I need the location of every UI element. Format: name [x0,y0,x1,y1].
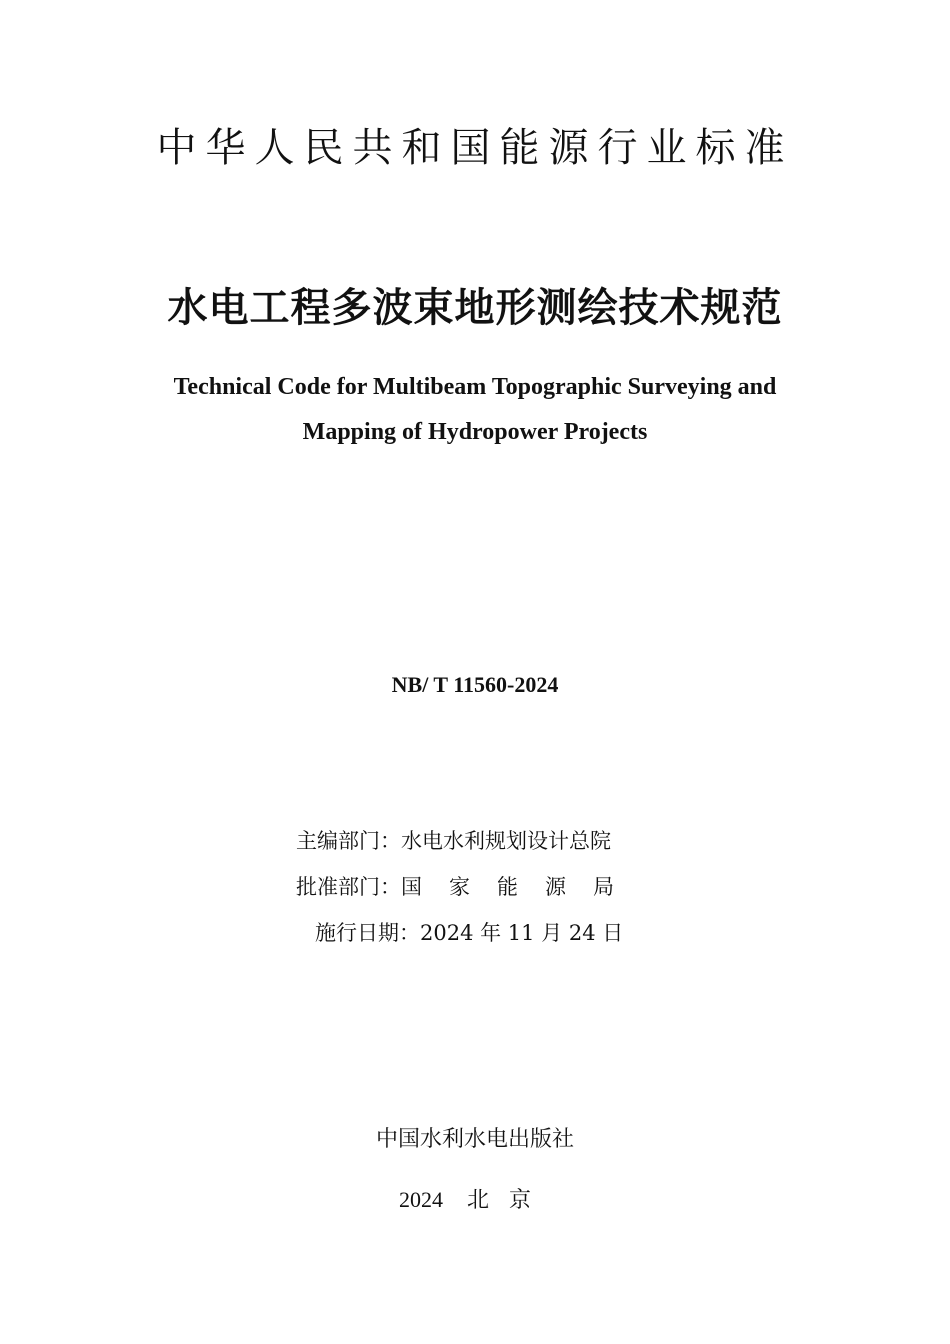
publication-place-year [0,1183,950,1214]
editor-label: 主编部门： [296,829,401,853]
standard-number: NB/ T 11560-2024 [391,672,559,697]
effective-label: 施行日期： [315,921,420,945]
effective-value: 2024 年 11 月 24 日 [420,921,624,945]
editor-value: 水电水利规划设计总院 [401,829,611,853]
chinese-title: 水电工程多波束地形测绘技术规范 [167,285,783,331]
approver-label: 批准部门： [296,875,401,899]
approver-value: 国家能源局 [401,875,641,899]
publication-year: 2024 [398,1187,443,1212]
approver-row [296,864,641,910]
publisher-name: 中国水利水电出版社 [375,1127,574,1152]
english-title-line-2: Mapping of Hydropower Projects [302,419,648,445]
editor-row [296,818,641,864]
issuance-info [296,818,641,956]
publication-city: 北京 [466,1188,551,1213]
english-title-line-1: Technical Code for Multibeam Topographic Surveying and [173,374,777,400]
effective-date-row [296,910,641,956]
industry-standard-header: 中华人民共和国能源行业标准 [156,125,794,171]
